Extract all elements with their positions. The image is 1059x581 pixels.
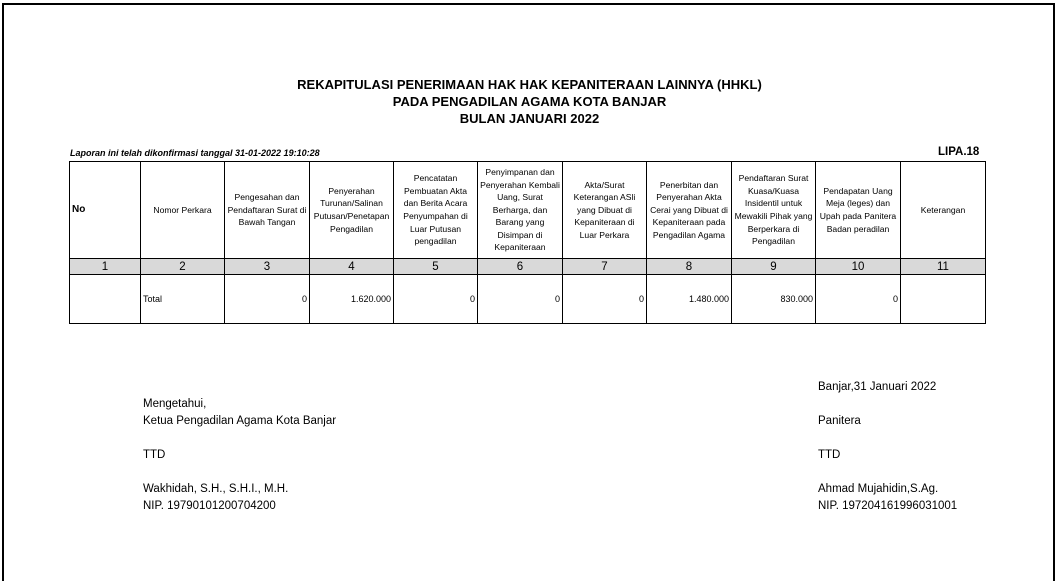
column-number: 10: [816, 259, 901, 275]
sig-right-position: Panitera: [818, 415, 861, 427]
total-value-cell: 830.000: [732, 275, 816, 324]
total-value-cell: 0: [563, 275, 647, 324]
total-value-cell: 0: [394, 275, 478, 324]
report-title-line-1: REKAPITULASI PENERIMAAN HAK HAK KEPANITERAAN LAINNYA (HHKL): [297, 77, 762, 92]
rekap-table: [69, 161, 986, 324]
col-header-akta-cerai: Penerbitan dan Penyerahan Akta Cerai yang Dibuat di Kepaniteraan pada Pengadilan Agama: [647, 162, 732, 259]
column-number-row: [70, 259, 986, 275]
total-value-cell: 1.620.000: [310, 275, 394, 324]
sig-right-nip: NIP. 197204161996031001: [818, 500, 958, 512]
column-number: 3: [225, 259, 310, 275]
column-number: 2: [141, 259, 225, 275]
column-number: 8: [647, 259, 732, 275]
col-header-akta-surat-keterangan: Akta/Surat Keterangan ASli yang Dibuat di Kepaniteraan di Luar Perkara: [563, 162, 647, 259]
total-keterangan-cell: [901, 275, 986, 324]
column-number: 7: [563, 259, 647, 275]
sig-left-name: Wakhidah, S.H., S.H.I., M.H.: [143, 483, 289, 495]
report-title-line-2: PADA PENGADILAN AGAMA KOTA BANJAR: [392, 94, 667, 109]
total-label: Total: [141, 275, 225, 324]
sig-right-ttd: TTD: [818, 449, 841, 461]
column-number: 4: [310, 259, 394, 275]
report-title-line-3: BULAN JANUARI 2022: [459, 111, 600, 126]
col-header-keterangan: Keterangan: [901, 162, 986, 259]
col-header-pengesahan: Pengesahan dan Pendaftaran Surat di Bawah Tangan: [225, 162, 310, 259]
total-value-cell: 1.480.000: [647, 275, 732, 324]
column-number: 6: [478, 259, 563, 275]
table-row-total: [70, 275, 986, 324]
total-value-cell: 0: [478, 275, 563, 324]
table-header-row: [70, 162, 986, 259]
col-header-uang-meja: Pendapatan Uang Meja (leges) dan Upah pada Panitera Badan peradilan: [816, 162, 901, 259]
column-number: 5: [394, 259, 478, 275]
sig-left-position: Ketua Pengadilan Agama Kota Banjar: [143, 415, 337, 427]
total-no-cell: [70, 275, 141, 324]
col-header-penyerahan-turunan: Penyerahan Turunan/Salinan Putusan/Penetapan Pengadilan: [310, 162, 394, 259]
column-number: 11: [901, 259, 986, 275]
col-header-nomor-perkara: Nomor Perkara: [141, 162, 225, 259]
total-value-cell: 0: [225, 275, 310, 324]
confirmation-note: Laporan ini telah dikonfirmasi tanggal 31-01-2022 19:10:28: [70, 148, 320, 158]
total-value-cell: 0: [816, 275, 901, 324]
sig-right-name: Ahmad Mujahidin,S.Ag.: [818, 483, 939, 495]
sig-left-nip: NIP. 19790101200704200: [143, 500, 276, 512]
col-header-penyimpanan: Penyimpanan dan Penyerahan Kembali Uang, Surat Berharga, dan Barang yang Disimpan di Kepaniteraan: [478, 162, 563, 259]
col-header-no: No: [70, 162, 141, 259]
column-number: 9: [732, 259, 816, 275]
col-header-pencatatan-akta: Pencatatan Pembuatan Akta dan Berita Acara Penyumpahan di Luar Putusan pengadilan: [394, 162, 478, 259]
sig-left-ttd: TTD: [143, 449, 166, 461]
sig-left-mengetahui: Mengetahui,: [143, 398, 207, 410]
column-number: 1: [70, 259, 141, 275]
col-header-surat-kuasa: Pendaftaran Surat Kuasa/Kuasa Insidentil untuk Mewakili Pihak yang Berperkara di Pengadilan: [732, 162, 816, 259]
form-code: LIPA.18: [938, 146, 980, 158]
sig-right-date: Banjar,31 Januari 2022: [818, 381, 937, 393]
